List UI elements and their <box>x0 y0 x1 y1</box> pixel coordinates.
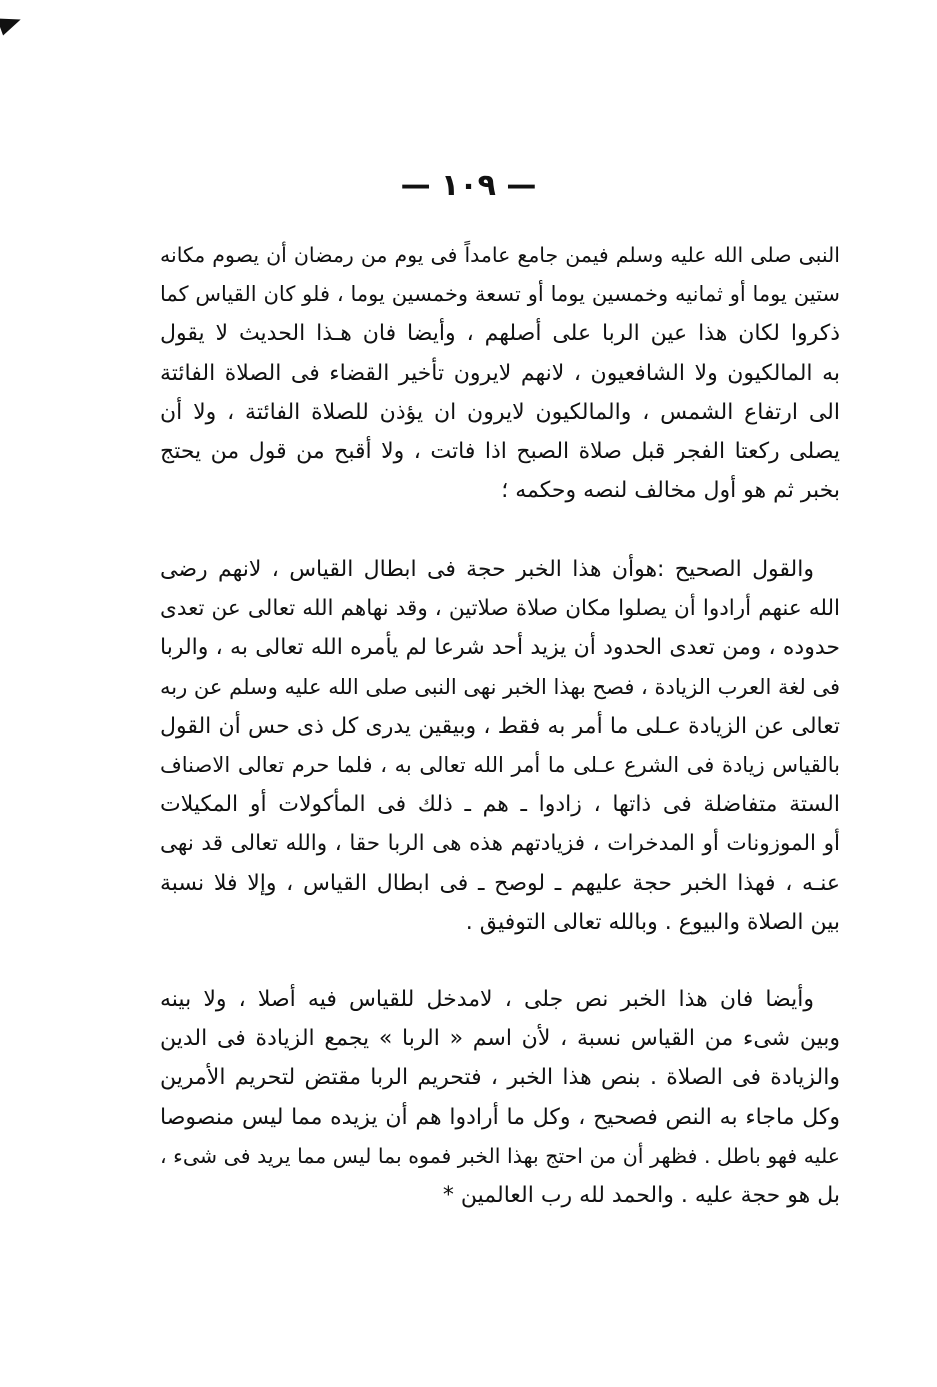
paragraph-2 <box>160 550 840 942</box>
text-line: النبى صلى الله عليه وسلم فيمن جامع عامداً فى يوم من رمضان أن يصوم مكانه <box>160 243 840 267</box>
text-line: به المالكيون ولا الشافعيون ، لانهم لايرون تأخير القضاء فى الصلاة الفائتة <box>160 360 840 386</box>
text-line: يصلى ركعتا الفجر قبل صلاة الصبح اذا فاتت ، ولا أقبح من قول من يحتج <box>160 438 840 464</box>
text-line: تعالى عن الزيادة عـلى ما أمر به فقط ، وبيقين يدرى كل ذى حس أن القول <box>160 713 840 739</box>
text-line: الله عنهم أرادوا أن يصلوا مكان صلاة صلاتين ، وقد نهاهم الله تعالى عن تعدى <box>160 596 840 622</box>
corner-scan-mark <box>0 11 24 35</box>
text-line: أو الموزونات أو المدخرات ، فزيادتهم هذه هى الربا حقا ، والله تعالى قد نهى <box>160 831 840 857</box>
text-line: بل هو حجة عليه . والحمد لله رب العالمين * <box>442 1182 840 1208</box>
text-line: والزيادة فى الصلاة . بنص هذا الخبر ، فتحريم الربا مقتض لتحريم الأمرين <box>160 1065 840 1091</box>
text-line: وأيضا فان هذا الخبر نص جلى ، لامدخل للقياس فيه أصلا ، ولا بينه <box>160 987 814 1012</box>
text-line: وكل ماجاء به النص فصحيح ، وكل ما أرادوا هم أن يزيده مما ليس منصوصا <box>160 1104 840 1130</box>
paragraph-3 <box>160 980 840 1215</box>
text-line: عليه فهو باطل . فظهر أن من احتج بهذا الخبر فموه بما ليس مما يريد فى شىء ، <box>160 1143 840 1168</box>
text-line: بالقياس زيادة فى الشرع عـلى ما أمر الله تعالى به ، فلما حرم تعالى الاصناف <box>160 752 840 777</box>
text-line: الى ارتفاع الشمس ، والمالكيون لايرون ان يؤذن للصلاة الفائتة ، ولا أن <box>160 399 840 425</box>
text-line: ستين يوما أو ثمانيه وخمسين يوما أو تسعة وخمسين يوما ، فلو كان القياس كما <box>160 282 840 307</box>
text-line: والقول الصحيح :هوأن هذا الخبر حجة فى ابطال القياس ، لانهم رضى <box>160 557 814 582</box>
text-line: بين الصلاة والبيوع . وبالله تعالى التوفيق . <box>465 909 840 935</box>
text-line: الستة متفاضلة فى ذاتها ، زادوا ـ هم ـ ذلك فى المأكولات أو المكيلات <box>160 792 840 818</box>
text-line: وبين شىء من القياس نسبة ، لأن اسم « الربا » يجمع الزيادة فى الدين <box>160 1026 840 1052</box>
text-line: فى لغة العرب الزيادة ، فصح بهذا الخبر نهى النبى صلى الله عليه وسلم عن ربه <box>160 674 840 699</box>
text-line: حدوده ، ومن تعدى الحدود أن يزيد أحد شرعا لم يأمره الله تعالى به ، والربا <box>160 635 840 661</box>
page-number: — ١٠٩ — <box>400 168 537 203</box>
text-line: عنـه ، فهذا الخبر حجة عليهم ـ لوصح ـ فى ابطال القياس ، وإلا فلا نسبة <box>160 870 840 896</box>
text-line: بخبر ثم هو أول مخالف لنصه وحكمه ؛ <box>501 478 840 504</box>
text-line: ذكروا لكان هذا عين الربا على أصلهم ، وأيضا فان هـذا الحديث لا يقول <box>160 321 840 347</box>
paragraph-1 <box>160 236 840 510</box>
